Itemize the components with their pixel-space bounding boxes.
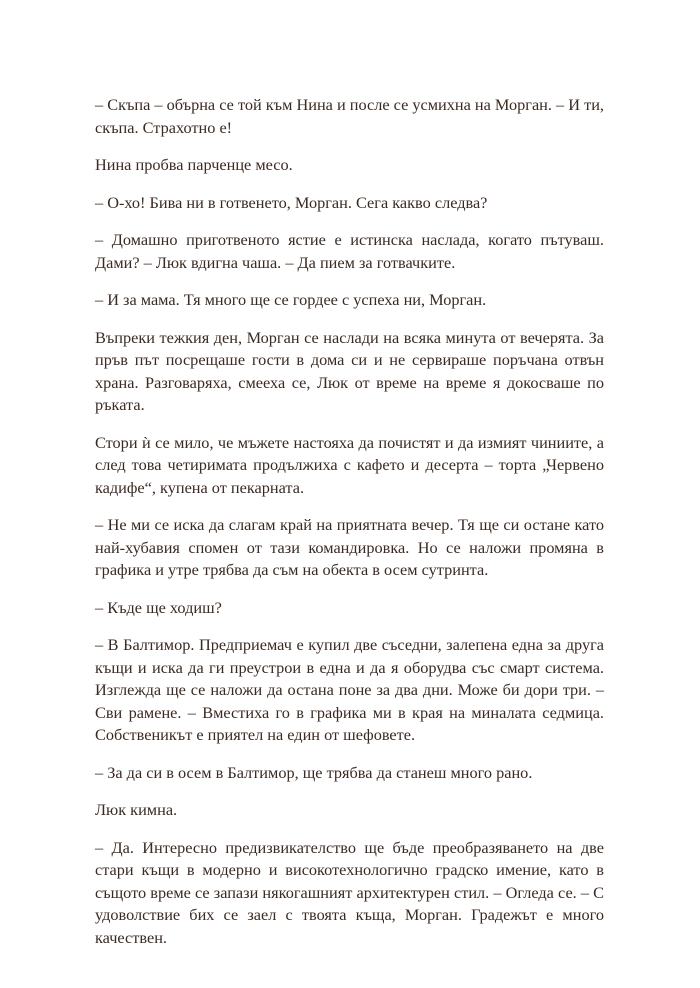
paragraph: – Домашно приготвеното ястие е истинска наслада, когато пътуваш. Дами? – Люк вдигна чаша. – Да пием за готвачките.: [95, 230, 604, 272]
paragraph: – Да. Интересно предизвикателство ще бъде преобразяването на две стари къщи в модерно и високотехнологично градско имение, като в същото време се запази някогашният архитектурен стил. – Огледа се. – С удоволствие бих се заел с твоята къща, Морган. Градежът е много качествен.: [95, 837, 604, 947]
paragraph: Стори ѝ се мило, че мъжете настояха да почистят и да измият чиниите, а след това четиримата продължиха с кафето и десерта – торта „Червено кадифе“, купена от пекарната.: [95, 432, 604, 497]
paragraph: Люк кимна.: [95, 800, 178, 819]
paragraph: – В Балтимор. Предприемач е купил две съседни, залепена една за друга къщи и иска да ги преустрои в една и да я оборудва със смарт система. Изглежда ще се наложи да остана поне за два дни. Може би дори три. – Сви рамене. – Вместиха го в графика ми в края на миналата седмица. Собственикът е приятел на един от шефовете.: [95, 635, 604, 744]
paragraph: – О-хо! Бива ни в готвенето, Морган. Сега какво следва?: [95, 192, 488, 212]
paragraph: – Къде ще ходиш?: [95, 597, 222, 617]
paragraph: – Скъпа – обърна се той към Нина и после се усмихна на Морган. – И ти, скъпа. Страхотно е!: [95, 95, 604, 137]
paragraph: – За да си в осем в Балтимор, ще трябва да станеш много рано.: [95, 762, 533, 782]
paragraph: – Не ми се иска да слагам край на приятната вечер. Тя ще си остане като най-хубавия спомен от тази командировка. Но се наложи промяна в графика и утре трябва да съм на обекта в осем сутринта.: [95, 515, 604, 579]
page-body: [95, 94, 604, 964]
paragraph: – И за мама. Тя много ще се гордее с успеха ни, Морган.: [95, 290, 487, 309]
paragraph: Въпреки тежкия ден, Морган се наслади на всяка минута от вечерята. За пръв път посрещаше гости в дома си и не сервираше поръчана отвън храна. Разговаряха, смееха се, Люк от време на време я докосваше по ръката.: [95, 327, 604, 414]
paragraph: Нина пробва парченце месо.: [95, 155, 293, 174]
